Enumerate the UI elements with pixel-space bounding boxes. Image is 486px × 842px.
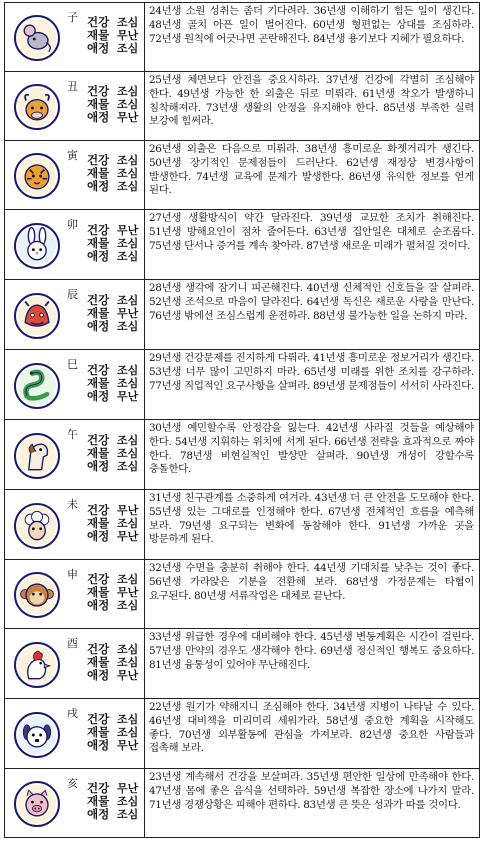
category-labels [87, 573, 109, 612]
zodiac-row-rooster [5, 629, 479, 699]
health-value: 무난 [117, 782, 139, 795]
health-value: 조심 [117, 293, 139, 307]
health-label: 건강 [87, 502, 110, 517]
dragon-icon [14, 293, 60, 339]
column-divider [144, 699, 145, 768]
category-labels [87, 364, 109, 403]
column-divider [144, 490, 145, 559]
zodiac-row-pig [5, 769, 479, 837]
health-label: 건강 [87, 153, 110, 167]
health-label: 건강 [87, 362, 110, 377]
column-divider [144, 769, 145, 837]
category-labels [87, 85, 109, 124]
column-divider [144, 72, 145, 140]
fortune-text: 25년생 체면보다 안전을 중요시하라. 37년생 건강에 각별히 조심해야 한다. 49년생 가능한 한 외출은 뒤로 미뤄라. 61년생 착오가 발생하니 침착해져라. 73년생 생활의 안정을 유지해야 한다. 85년생 부족한 실력 보강에 힘써라. [149, 74, 474, 128]
category-values [117, 364, 138, 403]
category-labels [87, 643, 109, 682]
wealth-label: 재물 [87, 515, 110, 530]
category-labels [87, 294, 109, 333]
love-value: 조심 [117, 459, 139, 473]
fortune-text: 29년생 건강문제를 진지하게 다뤄라. 41년생 흥미로운 정보거리가 생긴다. 53년생 너무 많이 고민하지 마라. 65년생 미래를 위한 조치를 강구하라. 77년생 직업적인 요구사항을 살펴라. 89년생 문제점들이 서서히 사라진다. [149, 352, 474, 392]
wealth-value: 조심 [117, 446, 139, 460]
love-label: 애정 [87, 528, 110, 543]
love-label: 애정 [87, 598, 110, 612]
horoscope-table [4, 2, 480, 838]
wealth-label: 재물 [87, 28, 110, 42]
fortune-text: 23년생 계속해서 건강을 보살펴라. 35년생 편안한 일상에 만족해야 한다. 47년생 몸에 좋은 음식을 선택하라. 59년생 복잡한 장소에 나가지 말라. 71년생 경쟁상황은 피해야 편하다. 83년생 큰 뜻은 성과가 따를 것이다. [149, 771, 474, 811]
column-divider [144, 420, 145, 489]
love-value: 무난 [117, 529, 139, 543]
wealth-label: 재물 [87, 585, 110, 599]
health-label: 건강 [87, 292, 110, 307]
wealth-label: 재물 [87, 305, 110, 320]
horse-icon [14, 433, 60, 479]
zodiac-row-rat [5, 3, 479, 72]
zodiac-row-dog [5, 699, 479, 769]
wealth-value: 조심 [117, 236, 139, 250]
category-labels [87, 713, 109, 752]
snake-icon [14, 363, 60, 409]
category-labels [87, 154, 109, 193]
wealth-label: 재물 [87, 445, 110, 460]
health-label: 건강 [87, 15, 110, 29]
wealth-label: 재물 [87, 794, 110, 808]
fortune-text: 24년생 소원 성취는 좀더 기다려라. 36년생 이해하기 힘든 일이 생긴다. 48년생 골치 아픈 일이 벌어진다. 60년생 형편없는 상대를 조심하라. 72년생 원칙에 어긋나면 곤란해진다. 84년생 용기보다 지혜가 필요하다. [149, 5, 474, 45]
fortune-text: 26년생 외출은 다음으로 미뤄라. 38년생 흥미로운 화젯거리가 생긴다. 50년생 장기적인 문제점들이 드러난다. 62년생 재정상 변경사항이 발생한다. 74년생 교육에 문제가 발생한다. 86년생 유익한 정보를 얻게 된다. [149, 143, 474, 197]
health-value: 조심 [117, 433, 139, 447]
health-value: 조심 [117, 154, 139, 167]
health-value: 무난 [117, 223, 139, 237]
fortune-text: 28년생 생각에 잠기니 피곤해진다. 40년생 신체적인 신호들을 잘 살펴라. 52년생 조석으로 마음이 달라진다. 64년생 독신은 새로운 사랑을 만난다. 76년생 밖에선 조심스럽게 운전하라. 88년생 불가능한 일을 논하지 마라. [149, 282, 474, 322]
wealth-label: 재물 [87, 97, 110, 111]
fortune-text: 33년생 위급한 경우에 대비해야 한다. 45년생 변동계획은 시간이 걸린다. 57년생 만약의 경우도 생각해야 한다. 69년생 정신적인 행복도 중요하다. 81년생 융통성이 있어야 무난해진다. [149, 631, 474, 671]
category-values [117, 154, 138, 193]
fortune-text: 22년생 원기가 약해지니 조심해야 한다. 34년생 지병이 나타날 수 있다. 46년생 대비책을 미리미리 세워가라. 58년생 중요한 계획을 시작해도 좋다. 70년생 외부활동에 관심을 가져보라. 82년생 중요한 사람들과 접촉해 보라. [149, 701, 474, 755]
zodiac-row-ox [5, 72, 479, 141]
health-value: 조심 [117, 363, 139, 377]
sheep-icon [14, 503, 60, 549]
love-label: 애정 [87, 807, 110, 821]
category-values [117, 573, 138, 612]
category-values [117, 782, 138, 821]
wealth-value: 조심 [117, 655, 139, 669]
category-labels [87, 782, 109, 821]
health-label: 건강 [87, 641, 110, 656]
zodiac-hanja: 申 [67, 568, 78, 581]
love-value: 조심 [117, 42, 139, 55]
love-value: 무난 [117, 389, 139, 403]
love-value: 조심 [117, 180, 139, 193]
fortune-text: 30년생 예민할수록 안정감을 잃는다. 42년생 사라질 것들을 예상해야 한다. 54년생 지휘하는 위치에 서게 된다. 66년생 전략을 효과적으로 짜야 한다. 78년생 비현실적인 발상만 살펴라. 90년생 개성이 강할수록 충돌한다. [149, 422, 474, 476]
rat-icon [14, 15, 60, 61]
column-divider [144, 280, 145, 349]
love-label: 애정 [87, 388, 110, 403]
category-labels [87, 504, 109, 543]
love-label: 애정 [87, 458, 110, 473]
wealth-label: 재물 [87, 654, 110, 669]
health-label: 건강 [87, 711, 110, 726]
tiger-icon [14, 153, 60, 199]
wealth-value: 무난 [117, 29, 139, 42]
zodiac-hanja: 子 [67, 11, 78, 24]
fortune-text: 32년생 수면을 충분히 취해야 한다. 44년생 기대치를 낮추는 것이 좋다. 56년생 가라앉은 기분을 전환해 보라. 68년생 가정문제는 타협이 요구된다. 80년생 서류작업은 대체로 끝난다. [149, 562, 474, 602]
wealth-label: 재물 [87, 235, 110, 250]
zodiac-row-sheep [5, 490, 479, 560]
wealth-value: 무난 [117, 586, 139, 599]
love-label: 애정 [87, 41, 110, 55]
category-values [117, 713, 138, 752]
wealth-value: 조심 [117, 167, 139, 180]
wealth-value: 조심 [117, 376, 139, 390]
column-divider [144, 3, 145, 71]
category-values [117, 504, 138, 543]
love-value: 무난 [117, 668, 139, 682]
love-label: 애정 [87, 110, 110, 124]
zodiac-hanja: 丑 [67, 80, 78, 93]
zodiac-hanja: 寅 [67, 149, 78, 162]
health-label: 건강 [87, 84, 110, 98]
category-values [117, 85, 138, 124]
zodiac-hanja: 酉 [67, 637, 78, 650]
health-value: 조심 [117, 85, 139, 98]
dog-icon [14, 712, 60, 758]
health-label: 건강 [87, 432, 110, 447]
fortune-text: 27년생 생활방식이 약간 달라진다. 39년생 교묘한 조치가 취해진다. 51년생 방해요인이 점차 줄어든다. 63년생 집안일은 대체로 순조롭다. 75년생 단서나 증거를 계속 찾아라. 87년생 새로운 미래가 펼쳐질 것이다. [149, 212, 474, 252]
love-value: 조심 [117, 808, 139, 821]
rooster-icon [14, 642, 60, 688]
health-label: 건강 [87, 222, 110, 237]
category-values [117, 643, 138, 682]
zodiac-hanja: 亥 [67, 777, 78, 790]
wealth-value: 조심 [117, 795, 139, 808]
love-value: 무난 [117, 111, 139, 124]
category-values [117, 16, 138, 55]
love-label: 애정 [87, 667, 110, 682]
column-divider [144, 210, 145, 279]
fortune-text: 31년생 친구관계를 소중하게 여겨라. 43년생 더 큰 안전을 도모해야 한다. 55년생 있는 그대로를 인정해야 한다. 67년생 전체적인 흐름을 예측해 보라. 79년생 요구되는 변화에 동참해야 한다. 91년생 가까운 곳을 방문하게 된다. [149, 492, 474, 546]
category-labels [87, 224, 109, 263]
love-value: 조심 [117, 599, 139, 612]
zodiac-row-dragon [5, 280, 479, 350]
love-value: 무난 [117, 738, 139, 752]
column-divider [144, 629, 145, 698]
health-label: 건강 [87, 572, 110, 586]
zodiac-row-rabbit [5, 210, 479, 280]
wealth-label: 재물 [87, 166, 110, 180]
zodiac-hanja: 午 [67, 428, 78, 441]
zodiac-hanja: 辰 [67, 288, 78, 301]
love-label: 애정 [87, 318, 110, 333]
wealth-label: 재물 [87, 724, 110, 739]
category-values [117, 434, 138, 473]
love-label: 애정 [87, 737, 110, 752]
health-value: 무난 [117, 503, 139, 517]
zodiac-row-snake [5, 350, 479, 420]
love-label: 애정 [87, 179, 110, 193]
category-labels [87, 16, 109, 55]
wealth-label: 재물 [87, 375, 110, 390]
category-values [117, 224, 138, 263]
pig-icon [14, 781, 60, 827]
zodiac-hanja: 卯 [67, 218, 78, 231]
zodiac-hanja: 戌 [67, 707, 78, 720]
wealth-value: 무난 [117, 306, 139, 320]
column-divider [144, 141, 145, 209]
health-value: 조심 [117, 642, 139, 656]
wealth-value: 조심 [117, 516, 139, 530]
zodiac-row-horse [5, 420, 479, 490]
rabbit-icon [14, 223, 60, 269]
wealth-value: 조심 [117, 98, 139, 111]
category-labels [87, 434, 109, 473]
love-value: 조심 [117, 249, 139, 263]
zodiac-row-monkey [5, 560, 479, 629]
ox-icon [14, 84, 60, 130]
column-divider [144, 350, 145, 419]
love-label: 애정 [87, 248, 110, 263]
health-value: 조심 [117, 712, 139, 726]
zodiac-hanja: 未 [67, 498, 78, 511]
health-value: 조심 [117, 573, 139, 586]
zodiac-hanja: 巳 [67, 358, 78, 371]
health-label: 건강 [87, 781, 110, 795]
health-value: 조심 [117, 16, 139, 29]
category-values [117, 294, 138, 333]
wealth-value: 조심 [117, 725, 139, 739]
monkey-icon [14, 572, 60, 618]
column-divider [144, 560, 145, 628]
zodiac-row-tiger [5, 141, 479, 210]
love-value: 조심 [117, 319, 139, 333]
